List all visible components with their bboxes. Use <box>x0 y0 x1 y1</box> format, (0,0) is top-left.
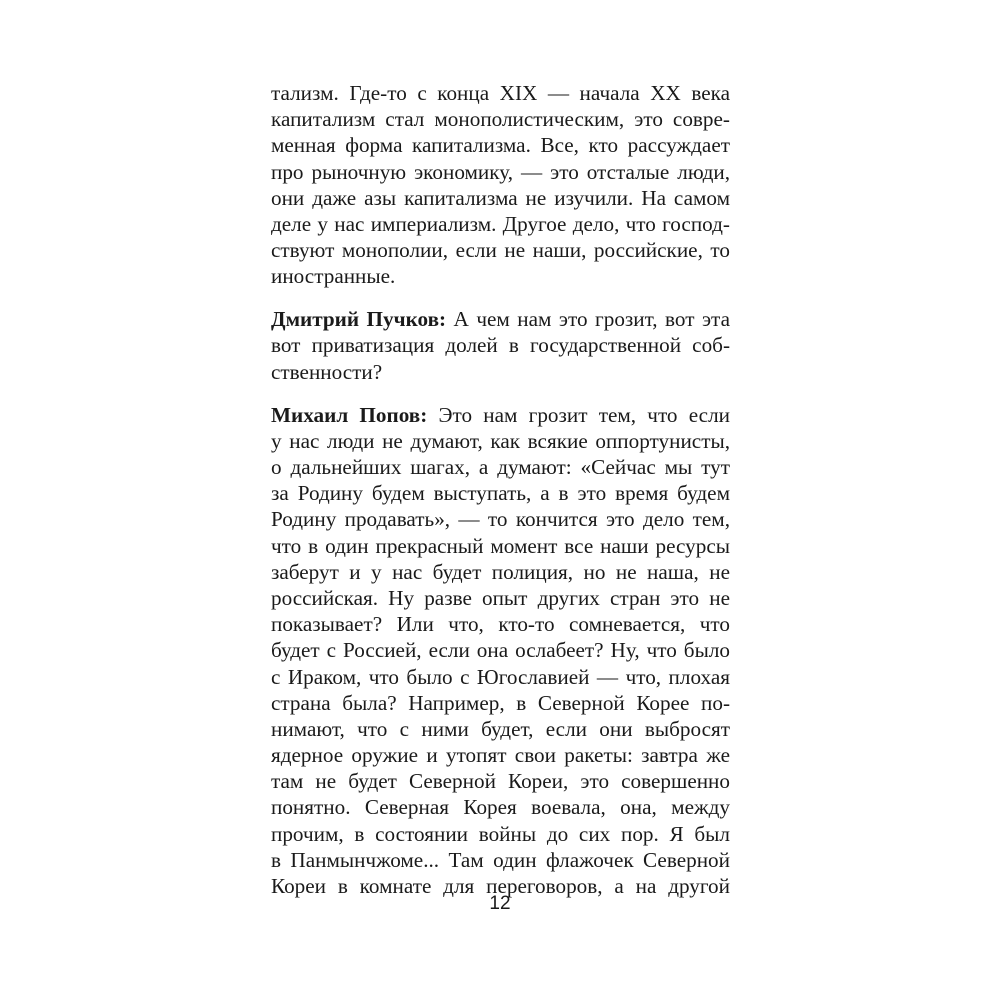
text-line: будет с Россией, если она ослабеет? Ну, что было <box>271 638 730 663</box>
speaker-name: Дмитрий Пучков: <box>271 307 447 332</box>
paragraph-spacer <box>271 290 730 307</box>
text-line: там не будет Северной Кореи, это совершенно <box>271 769 730 794</box>
text-line: за Родину будем выступать, а в это время будем <box>271 481 730 506</box>
text-line: они даже азы капитализма не изучили. На самом <box>271 185 730 210</box>
text-line: ственности? <box>271 359 383 384</box>
page-body <box>271 80 730 899</box>
text-line: с Ираком, что было с Югославией — что, плохая <box>271 664 730 689</box>
paragraph-3 <box>271 402 730 900</box>
text-line: Кореи в комнате для переговоров, а на другой <box>271 874 730 899</box>
text-line: нимают, что с ними будет, если они выбросят <box>271 716 730 741</box>
text-line: у нас люди не думают, как всякие оппортунисты, <box>271 428 730 453</box>
speech-text: А чем нам это грозит, вот эта <box>446 307 730 332</box>
paragraph-spacer <box>271 385 730 402</box>
text-line: заберут и у нас будет полиция, но не наша, не <box>271 559 730 584</box>
text-line: что в один прекрасный момент все наши ресурсы <box>271 533 730 558</box>
text-line: иностранные. <box>271 264 396 289</box>
paragraph-2 <box>271 306 730 385</box>
text-line: ствуют монополии, если не наши, российские, то <box>271 238 730 263</box>
text-line: прочим, в состоянии войны до сих пор. Я был <box>271 821 730 846</box>
text-line: понятно. Северная Корея воевала, она, между <box>271 795 730 820</box>
text-line <box>271 306 730 332</box>
text-line: ядерное оружие и утопят свои ракеты: завтра же <box>271 743 730 768</box>
text-line: менная форма капитализма. Все, кто рассуждает <box>271 133 730 158</box>
text-line: вот приватизация долей в государственной соб- <box>271 333 730 358</box>
text-line <box>271 402 730 428</box>
speaker-name: Михаил Попов: <box>271 402 428 427</box>
text-line: Родину продавать», — то кончится это дело тем, <box>271 507 730 532</box>
text-line: о дальнейших шагах, а думают: «Сейчас мы тут <box>271 455 730 480</box>
text-line: в Панмынчжоме... Там один флажочек Северной <box>271 847 730 872</box>
text-line: страна была? Например, в Северной Корее по- <box>271 690 730 715</box>
text-line: капитализм стал монополистическим, это совре- <box>271 107 730 132</box>
text-line: тализм. Где-то с конца XIX — начала XX века <box>271 81 730 105</box>
text-line: показывает? Или что, кто-то сомневается, что <box>271 612 730 637</box>
speech-text: Это нам грозит тем, что если <box>427 402 730 427</box>
page-number: 12 <box>489 893 511 914</box>
text-line: деле у нас империализм. Другое дело, что господ- <box>271 211 730 236</box>
paragraph-1 <box>271 80 730 290</box>
text-line: российская. Ну разве опыт других стран это не <box>271 585 730 610</box>
text-line: про рыночную экономику, — это отсталые люди, <box>271 159 730 184</box>
